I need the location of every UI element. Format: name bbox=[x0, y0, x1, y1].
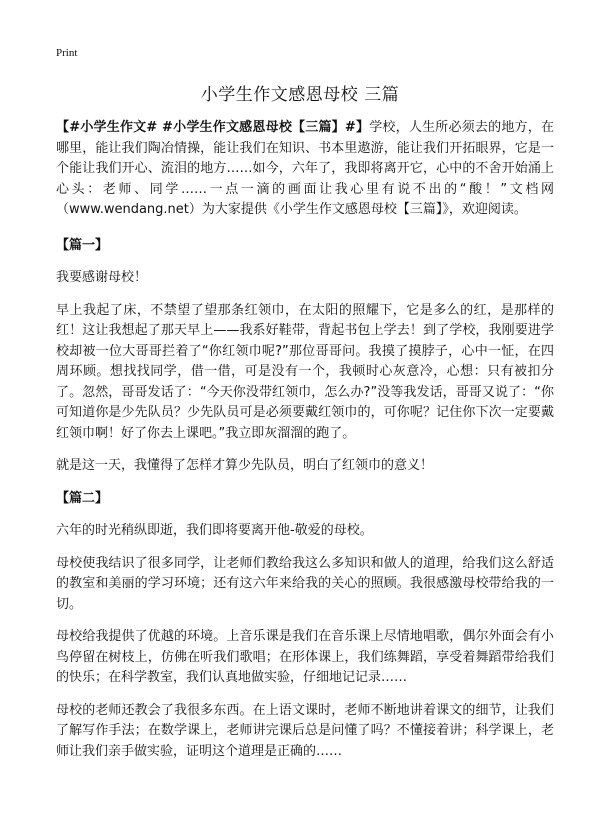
print-link[interactable]: Print bbox=[56, 47, 78, 59]
article-body bbox=[56, 118, 554, 774]
page-title: 小学生作文感恩母校 三篇 bbox=[200, 85, 400, 105]
intro-paragraph bbox=[56, 118, 554, 221]
paragraph: 母校使我结识了很多同学，让老师们教给我这么多知识和做人的道理，给我们这么舒适的教室和美丽的学习环境；还有这六年来给我的关心的照顾。我很感激母校带给我的一切。 bbox=[56, 555, 554, 612]
paragraph: 母校的老师还教会了我很多东西。在上语文课时，老师不断地讲着课文的细节，让我们了解写作手法；在数学课上，老师讲完课后总是问懂了吗？不懂接着讲；科学课上，老师让我们亲手做实验，证明这个道理是正确的…… bbox=[56, 702, 554, 759]
intro-text: 学校，人生所必须去的地方，在哪里，能让我们陶冶情操，能让我们在知识、书本里遨游，能让我们开拓眼界，它是一个能让我们开心、流泪的地方……如今，六年了，我即将离开它，心中的不舍开始涌上心头：老师、同学……一点一滴的画面让我心里有说不出的“酸！”文档网（www.wendang.net）为大家提供《小学生作文感恩母校【三篇】》，欢迎阅读。 bbox=[56, 120, 554, 217]
paragraph: 六年的时光稍纵即逝，我们即将要离开他-敬爱的母校。 bbox=[56, 523, 373, 538]
paragraph: 早上我起了床，不禁望了望那条红领巾，在太阳的照耀下，它是多么的红，是那样的红！这让我想起了那天早上——我系好鞋带，背起书包上学去！到了学校，我刚要进学校却被一位大哥哥拦着了“你红领巾呢?”那位哥哥问。我摸了摸脖子，心中一怔，在四周环顾。想找找同学，借一借，可是没有一个，我顿时心灰意冷，心想：只有被扣分了。忽然，哥哥发话了：“今天你没带红领巾，怎么办?”没等我发话，哥哥又说了：“你可知道你是少先队员？少先队员可是必须要戴红领巾的，可你呢？记住你下次一定要戴红领巾啊！好了你去上课吧。”我立即灰溜溜的跑了。 bbox=[56, 302, 554, 441]
paragraph: 我要感谢母校！ bbox=[56, 270, 148, 285]
intro-tag: 【#小学生作文# #小学生作文感恩母校【三篇】#】 bbox=[56, 120, 370, 135]
section-heading-2: 【篇二】 bbox=[56, 490, 109, 506]
section-heading-1: 【篇一】 bbox=[56, 237, 109, 253]
paragraph: 母校给我提供了优越的环境。上音乐课是我们在音乐课上尽情地唱歌，偶尔外面会有小鸟停留在树枝上，仿佛在听我们歌唱；在形体课上，我们练舞蹈，享受着舞蹈带给我们的快乐；在科学教室，我们认真地做实验，仔细地记记录…… bbox=[56, 629, 554, 685]
paragraph: 就是这一天，我懂得了怎样才算少先队员，明白了红领巾的意义！ bbox=[56, 458, 434, 473]
